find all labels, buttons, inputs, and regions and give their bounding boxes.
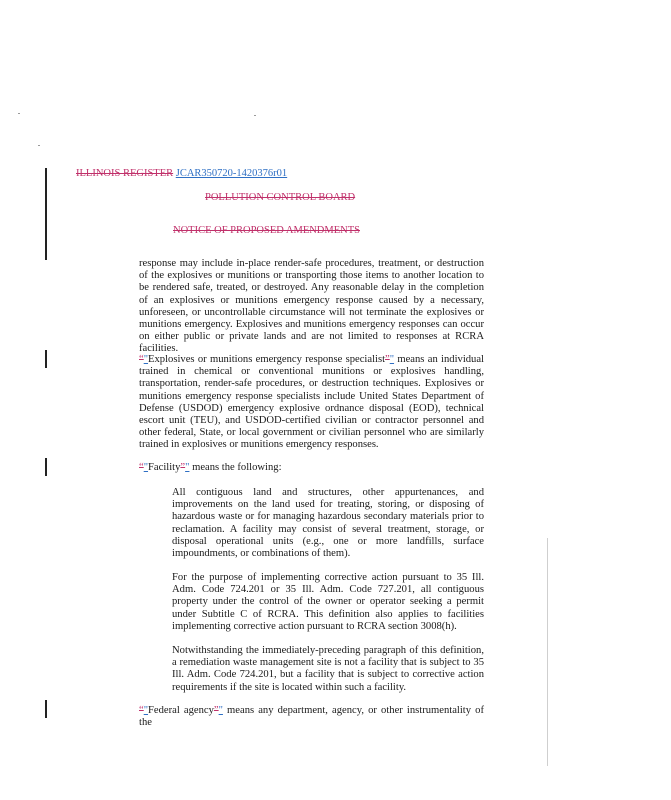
register-header: [76, 168, 287, 179]
scan-speck: [18, 113, 20, 114]
quote-close-deleted: ”: [180, 462, 186, 473]
definition-explosives-specialist: [139, 354, 484, 452]
facility-subparagraph-2: For the purpose of implementing corrective action pursuant to 35 Ill. Adm. Code 724.201 or 35 Ill. Adm. Code 727.201, all contiguous property under the control of the owner or operator seeking a permit under Subtitle C of RCRA. This definition also applies to facilities implementing corrective action pursuant to RCRA section 3008(h).: [172, 572, 484, 632]
definition-text: means an individual trained in chemical or conventional munitions or explosives handling, transportation, render-safe procedures, or destruction techniques. Explosives or munitions emergency response specialists include United States Department of Defense (USDOD) emergency explosive ordnance disposal (EOD), technical escort unit (TEU), and USDOD-certified civilian or contractor personnel and other federal, State, or local government or civilian personnel who are similarly trained in explosives or munitions emergency responses.: [139, 354, 484, 451]
quote-open-deleted: “: [139, 354, 144, 365]
quote-close-inserted: ": [218, 705, 223, 716]
scan-speck: [38, 145, 40, 146]
change-bar: [45, 350, 47, 368]
margin-rule: [547, 538, 548, 766]
quote-close-inserted: ": [185, 462, 190, 473]
quote-open-inserted: ": [143, 705, 149, 716]
scan-speck: [254, 115, 256, 116]
definition-federal-agency: [139, 705, 484, 729]
defined-term: Federal agency: [148, 705, 214, 716]
defined-term: Facility: [148, 462, 181, 473]
register-deleted-text: ILLINOIS REGISTER: [76, 168, 174, 179]
quote-open-deleted: “: [139, 705, 144, 716]
quote-close-deleted: ”: [385, 354, 390, 365]
board-header: POLLUTION CONTROL BOARD: [205, 192, 356, 203]
quote-open-inserted: ": [143, 354, 149, 365]
quote-open-inserted: ": [143, 462, 149, 473]
facility-subparagraph-3: Notwithstanding the immediately-preceding paragraph of this definition, a remediation waste management site is not a facility that is subject to 35 Ill. Adm. Code 724.201, but a facility that is subject to corrective action requirements if the site is located within such a facility.: [172, 645, 484, 693]
quote-open-deleted: “: [139, 462, 144, 473]
change-bar: [45, 700, 47, 718]
facility-subparagraph-1: All contiguous land and structures, other appurtenances, and improvements on the land used for treating, storing, or disposing of hazardous waste or for managing hazardous secondary materials prior to reclamation. A facility may consist of several treatment, storage, or disposal operational units (e.g., one or more landfills, surface impoundments, or combinations of them).: [172, 487, 484, 560]
definition-facility: [139, 462, 484, 474]
paragraph-response: response may include in-place render-safe procedures, treatment, or destruction of the explosives or munitions or transporting those items to another location to be rendered safe, treated, or destroyed. Any reasonable delay in the completion of an explosives or munitions emergency response caused by a necessary, unforeseen, or uncontrollable circumstance will not terminate the explosives or munitions emergency. Explosives and munitions emergency responses can occur on either public or private lands and are not limited to responses at RCRA facilities.: [139, 258, 484, 355]
change-bar: [45, 168, 47, 260]
defined-term: Explosives or munitions emergency response specialist: [148, 354, 386, 365]
notice-header: NOTICE OF PROPOSED AMENDMENTS: [173, 225, 360, 236]
register-inserted-text: JCAR350720-1420376r01: [175, 168, 288, 179]
change-bar: [45, 458, 47, 476]
definition-text: means the following:: [189, 462, 282, 473]
definition-text: means any department, agency, or other instrumentality of the: [139, 705, 484, 729]
quote-close-deleted: ”: [213, 705, 219, 716]
quote-close-inserted: ": [389, 354, 395, 365]
